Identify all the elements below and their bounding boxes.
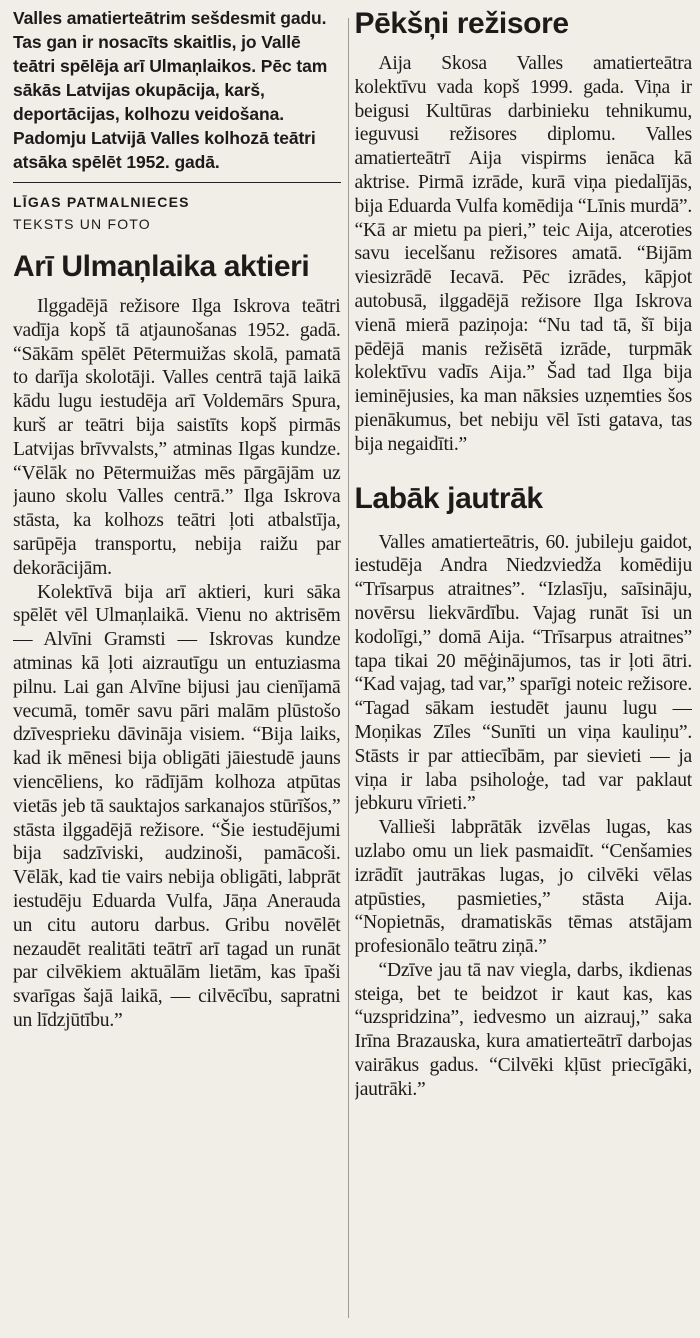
article-paragraph: “Dzīve jau tā nav viegla, darbs, ikdienas steiga, bet te beidzot ir kaut kas, kas “uzspridzina”, iedvesmo un aizrauj,” saka Irīna Brazauska, kura amatierteātrī darbojas vairākus gadus. “Cilvēki kļūst priecīgāki, jautrāki.” (354, 959, 692, 1100)
intro-divider (13, 182, 341, 183)
byline-credit: TEKSTS UN FOTO (13, 216, 151, 232)
column-divider (348, 18, 349, 1318)
section-heading-jautrak: Labāk jautrāk (354, 481, 543, 515)
article-paragraph: Vallieši labprātāk izvēlas lugas, kas uzlabo omu un liek pasmaidīt. “Cenšamies izrādīt jautrākas lugas, jo cilvēki vēlas atpūsties, pasmieties,” stāsta Aija. “Nopietnās, dramatiskās tēmas atstājam profesionālo teātru ziņā.” (354, 817, 692, 958)
left-column (13, 6, 341, 1338)
article-paragraph: Kolektīvā bija arī aktieri, kuri sāka spēlēt vēl Ulmaņlaikā. Vienu no aktrisēm — Alvīni Gramsti — Iskrovas kundze atminas kā ļoti aizrautīgu un entuziasma pilnu. Lai gan Alvīne bijusi jau cienījamā vecumā, tomēr savu pāri malām plūstošo dzīvesprieku dāvināja visiem. “Bija laiks, kad ik mēnesi bija obligāti jāiestudē jauns viencēliens, ko rādījām kolhoza atpūtas vietās jeb tā sauktajos sarkanajos stūrīšos,” stāsta ilggadējā režisore. “Šie iestudējumi bija sadzīviski, audzinoši, pamācoši. Vēlāk, kad tie vairs nebija obligāti, labprāt iestudēju Eduarda Vulfa, Jāņa Anerauda un citu autoru darbus. Gribu novēlēt nezaudēt realitāti teātrī arī tagad un runāt par cilvēkiem aktuālām lietām, kas īpaši svarīgas šajā laikā, — cilvēcību, sapratni un līdzjūtību.” (13, 581, 341, 1031)
right-column (355, 6, 693, 1338)
article-paragraph: Ilggadējā režisore Ilga Iskrova teātri vadīja kopš tā atjaunošanas 1952. gadā. “Sākām spēlēt Pētermuižas skolā, pamatā to darīja skolotāji. Valles centrā tajā laikā kādu lugu iestudēja arī Voldemārs Spura, kurš ar teātri bija saistīts kopš pirmās Latvijas brīvvalsts,” atminas Ilgas kundze. “Vēlāk no Pētermuižas mēs pārgājām uz jauno skolu Valles centrā.” Ilga Iskrova stāsta, ka kolhozs teātri ļoti atbalstīja, sarūpēja transportu, nebija raižu par dekorācijām. (13, 296, 341, 579)
article-paragraph: Valles amatierteātris, 60. jubileju gaidot, iestudēja Andra Niedzviedža komēdiju “Trīsarpus atraitnes”. “Izlasīju, saīsināju, novērsu liekvārdību. Vajag runāt īsi un kodolīgi,” domā Aija. “Trīsarpus atraitnes” tapa tikai 20 mēģinājumos, tas ir ļoti ātri. “Kad vajag, tad var,” sparīgi noteic režisore. “Tagad sākam iestudēt jaunu lugu — Moņikas Zīles “Sunīti un viņa kauliņu”. Stāsts ir par attiecībām, par sievieti — ja viņa ir laba psiholoģe, tad var paklaut jebkuru vīrieti.” (354, 531, 692, 815)
intro-lead: Valles amatierteātrim sešdesmit gadu. Tas gan ir nosacīts skaitlis, jo Vallē teātri spēlēja arī Ulmaņlaikos. Pēc tam sākās Latvijas okupācija, karš, deportācijas, kolhozu veidošana. Padomju Latvijā Valles kolhozā teātri atsāka spēlēt 1952. gadā. (13, 8, 328, 172)
article-paragraph: Aija Skosa Valles amatierteātra kolektīvu vada kopš 1999. gada. Viņa ir beigusi Kultūras darbinieku tehnikumu, ieguvusi režisores diplomu. Valles amatierteātrī Aija vispirms ienāca kā aktrise. Pirmā izrāde, kurā viņa piedalījās, bija Eduarda Vulfa komēdija “Līnis murdā”. “Kā ar mietu pa pieri,” teic Aija, atceroties savu iecelšanu režisores amatā. “Bijām viesizrādē Iecavā. Pēc izrādes, kāpjot autobusā, ilggadējā režisore Ilga Iskrova vienā mierā paziņoja: “Nu tad tā, šī bija pēdējā manis režisētā izrāde, turpmāk kolektīvu vadīs Aija.” Šad tad Ilga bija ieminējusies, ka man nāksies uzņemties šos pienākumus, bet nebiju vēl īsti gatava, tas bija negaidīti.” (354, 53, 692, 455)
section-heading-rezisore: Pēkšņi režisore (354, 7, 569, 40)
section-heading-ulmanlaika: Arī Ulmaņlaika aktieri (13, 250, 310, 283)
byline-author: LĪGAS PATMALNIECES (13, 194, 190, 210)
